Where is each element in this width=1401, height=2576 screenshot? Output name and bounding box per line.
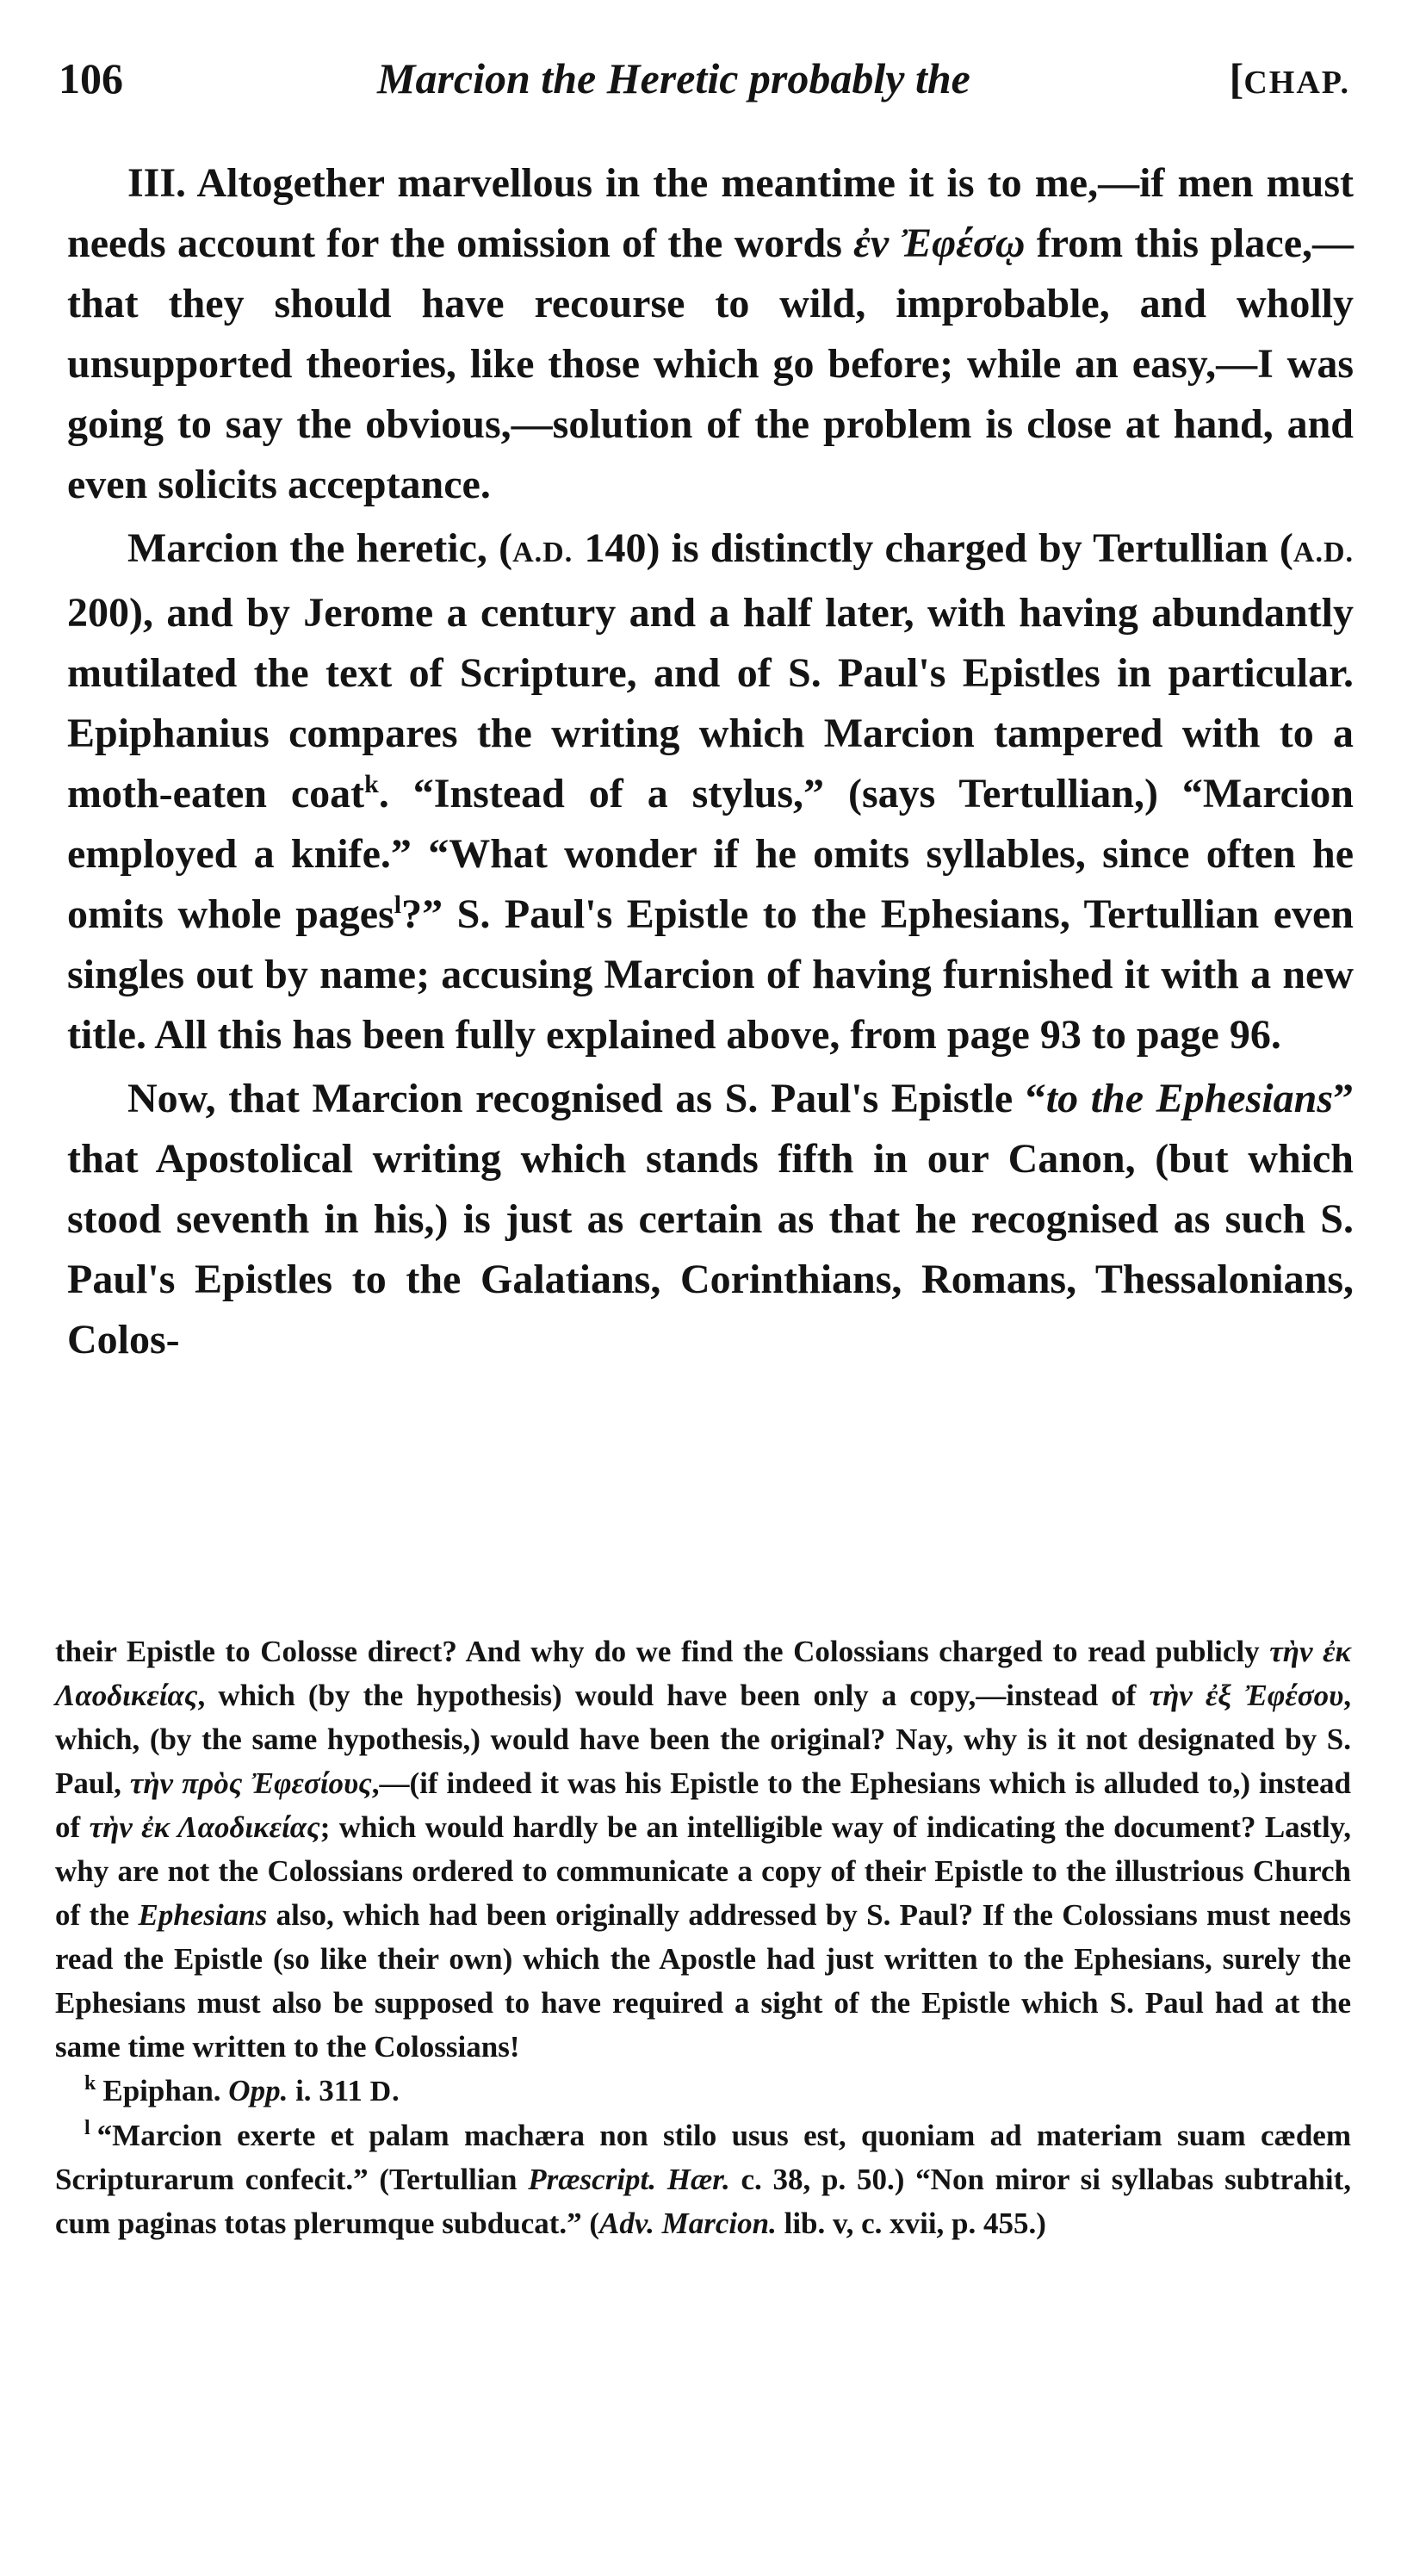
footnote-continuation — [55, 1629, 1351, 2069]
era-abbrev: A.D. — [512, 537, 573, 568]
text-run: from this place,—that they should have recourse to wild, improbable, and wholly unsupported theories, like those which go before; while an easy,—I was going to say the obvious,—solution of the problem is close at hand, and even solicits acceptance. — [67, 220, 1355, 507]
footnote-mark: k — [84, 2072, 96, 2095]
text-run: ,—(if indeed it was his Epistle to the Ephesians which is alluded to,) instead of — [55, 1766, 1351, 1844]
footnote-k — [55, 2069, 1351, 2114]
italic-phrase: Adv. Marcion. — [599, 2207, 777, 2240]
text-run: lib. v, c. xvii, p. 455.) — [776, 2207, 1046, 2240]
page-number: 106 — [59, 54, 123, 102]
greek-phrase: ἐν Ἐφέσῳ — [853, 220, 1026, 266]
paragraph-2 — [67, 518, 1354, 1065]
text-run: Epiphan. — [102, 2074, 229, 2107]
text-run: ; which would hardly be an intelligible way of indicating the document? Lastly, why are not the Colossians ordered to communicate a copy of their Epistle to the illustrious Church of the — [55, 1810, 1352, 1932]
chapter-bracket: [ — [1229, 54, 1244, 102]
greek-phrase: τὴν πρὸς Ἐφεσίους — [129, 1766, 372, 1800]
paragraph-3 — [67, 1069, 1354, 1370]
text-run: ” that Apostolical writing which stands fifth in our Canon, (but which stood seventh in his,) is just as certain as that he recognised as such S. Paul's Epistles to the Galatians, Corinthians, Romans, Thessalonians, Colos- — [67, 1076, 1355, 1362]
small-caps: D. — [369, 2076, 400, 2107]
text-run: ?” S. Paul's Epistle to the Ephesians, Tertullian even singles out by name; accusing Marcion of having furnished it with a new title. All this has been fully explained above, from page 93 to page 96. — [67, 891, 1354, 1058]
running-title: Marcion the Heretic probably the — [377, 54, 970, 102]
greek-phrase: τὴν ἐκ Λαοδικείας — [55, 1635, 1351, 1712]
text-run: Marcion the heretic, ( — [127, 525, 513, 571]
text-run: III. Altogether marvellous in the meantime it is to me,—if men must needs account for the omission of the words — [67, 160, 1354, 266]
text-run: “Marcion exerte et palam machæra non stilo usus est, quoniam ad materiam suam cædem Scripturarum confecit.” (Tertullian — [55, 2119, 1351, 2196]
footnote-mark: l — [84, 2117, 90, 2140]
text-run: c. 38, p. 50.) “Non miror si syllabas subtrahit, cum paginas totas plerumque subducat.” ( — [55, 2163, 1351, 2240]
footnote-ref-k: k — [364, 770, 379, 798]
text-run: 200), and by Jerome a century and a half later, with having abundantly mutilated the text of Scripture, and of S. Paul's Epistles in particular. Epiphanius compares the writing which Marcion tampered with to a moth-eaten coat — [67, 590, 1354, 816]
text-run: i. 311 — [288, 2074, 370, 2107]
running-header — [59, 53, 1350, 114]
text-run: 140) is distinctly charged by Tertullian ( — [573, 525, 1293, 571]
greek-phrase: τὴν ἐκ Λαοδικείας — [89, 1810, 320, 1844]
italic-phrase: to the Ephesians — [1045, 1076, 1334, 1121]
italic-phrase: Ephesians — [138, 1898, 268, 1932]
footnote-l — [55, 2114, 1351, 2245]
chapter-label-text: CHAP. — [1243, 65, 1350, 101]
text-run: Now, that Marcion recognised as S. Paul's Epistle “ — [127, 1076, 1046, 1121]
text-run: . “Instead of a stylus,” (says Tertullian,) “Marcion employed a knife.” “What wonder if he omits syllables, since often he omits whole pages — [67, 771, 1354, 937]
chapter-label — [1230, 53, 1350, 103]
text-run: also, which had been originally addressed by S. Paul? If the Colossians must needs read the Epistle (so like their own) which the Apostle had just written to the Ephesians, surely the Ephesians must also be supposed to have required a sight of the Epistle which S. Paul had at the same time written to the Colossians! — [55, 1898, 1352, 2064]
italic-phrase: Præscript. Hær. — [528, 2163, 730, 2196]
era-abbrev: A.D. — [1293, 537, 1354, 568]
footnote-ref-l: l — [394, 891, 402, 919]
footnotes — [55, 1629, 1351, 2245]
greek-phrase: τὴν ἐξ Ἐφέσου — [1149, 1679, 1344, 1712]
main-text — [67, 153, 1354, 1370]
paragraph-1 — [67, 153, 1354, 515]
italic-phrase: Opp. — [228, 2074, 288, 2107]
text-run: their Epistle to Colosse direct? And why do we find the Colossians charged to read publicly — [55, 1635, 1270, 1668]
text-run: , which (by the hypothesis) would have been only a copy,—instead of — [197, 1679, 1150, 1712]
text-run: , which, (by the same hypothesis,) would have been the original? Nay, why is it not designated by S. Paul, — [55, 1679, 1351, 1800]
